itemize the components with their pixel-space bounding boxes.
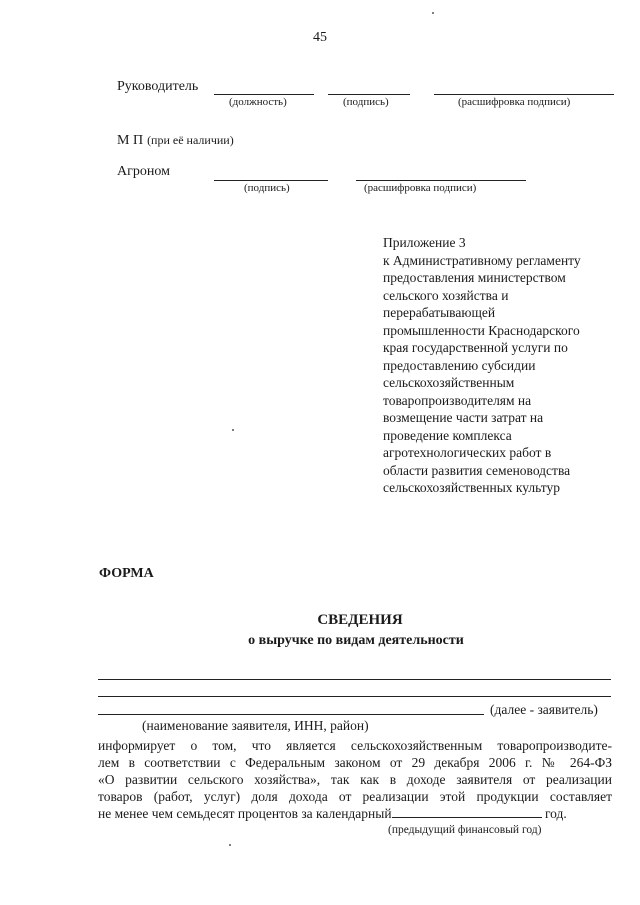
body-last-line (98, 805, 612, 822)
appendix-line: агротехнологических работ в (383, 445, 552, 460)
appendix-line: сельскохозяйственным (383, 375, 515, 390)
scan-speck (229, 844, 231, 846)
appendix-line: предоставления министерством (383, 270, 566, 285)
stamp-label: М П (117, 133, 144, 148)
form-label: ФОРМА (99, 566, 154, 581)
appendix-line: проведение комплекса (383, 427, 512, 443)
body-line: «О развитии сельского хозяйства», так как в доходе заявителя от реализации (98, 772, 612, 787)
stamp-note: (при её наличии) (147, 133, 234, 147)
document-subtitle: о выручке по видам деятельности (248, 633, 464, 648)
appendix-line: Приложение 3 (383, 235, 466, 250)
agronomist-signature-line (214, 180, 328, 181)
appendix-line: к Административному регламенту (383, 252, 581, 268)
agronomist-decoding-line (356, 180, 526, 181)
applicant-line-3 (98, 714, 484, 715)
scan-speck (232, 429, 234, 431)
head-label: Руководитель (117, 79, 199, 94)
stamp-line (117, 131, 234, 149)
page-number: 45 (313, 30, 327, 45)
body-line: информирует о том, что является сельскохозяйственным товаропроизводите- (98, 738, 612, 753)
appendix-line: области развития семеноводства (383, 462, 571, 478)
appendix-line: предоставлению субсидии (383, 357, 536, 373)
appendix-line: сельского хозяйства и (383, 287, 509, 303)
signature-caption: (подпись) (343, 96, 389, 108)
appendix-block (383, 234, 581, 497)
year-caption: (предыдущий финансовый год) (388, 824, 542, 836)
applicant-suffix: (далее - заявитель) (490, 702, 598, 717)
appendix-line: перерабатывающей (383, 305, 496, 320)
appendix-line: возмещение части затрат на (383, 410, 544, 425)
applicant-line-2 (98, 696, 611, 697)
last-line-end: год. (544, 806, 567, 821)
decoding-line (434, 94, 614, 95)
last-line-start: не менее чем семьдесят процентов за календарный (98, 806, 392, 821)
body-line: лем в соответствии с Федеральным законом от 29 декабря 2006 г. № 264-ФЗ (98, 755, 612, 770)
appendix-line: промышленности Краснодарского (383, 322, 580, 338)
appendix-line: края государственной услуги по (383, 340, 568, 355)
agronomist-decoding-caption: (расшифровка подписи) (364, 182, 477, 194)
applicant-line-1 (98, 679, 611, 680)
document-title: СВЕДЕНИЯ (317, 612, 403, 628)
agronomist-signature-caption: (подпись) (244, 182, 290, 194)
agronomist-label: Агроном (117, 164, 170, 179)
position-line (214, 94, 314, 95)
body-line: товаров (работ, услуг) доля дохода от реализации этой продукции составляет (98, 789, 612, 804)
signature-line (328, 94, 410, 95)
decoding-caption: (расшифровка подписи) (458, 96, 571, 108)
appendix-line: товаропроизводителям на (383, 392, 532, 408)
year-blank (392, 806, 542, 818)
applicant-caption: (наименование заявителя, ИНН, район) (142, 718, 369, 733)
scan-speck (432, 12, 434, 14)
appendix-line: сельскохозяйственных культур (383, 480, 561, 495)
position-caption: (должность) (229, 96, 287, 108)
body-paragraph (98, 737, 612, 822)
